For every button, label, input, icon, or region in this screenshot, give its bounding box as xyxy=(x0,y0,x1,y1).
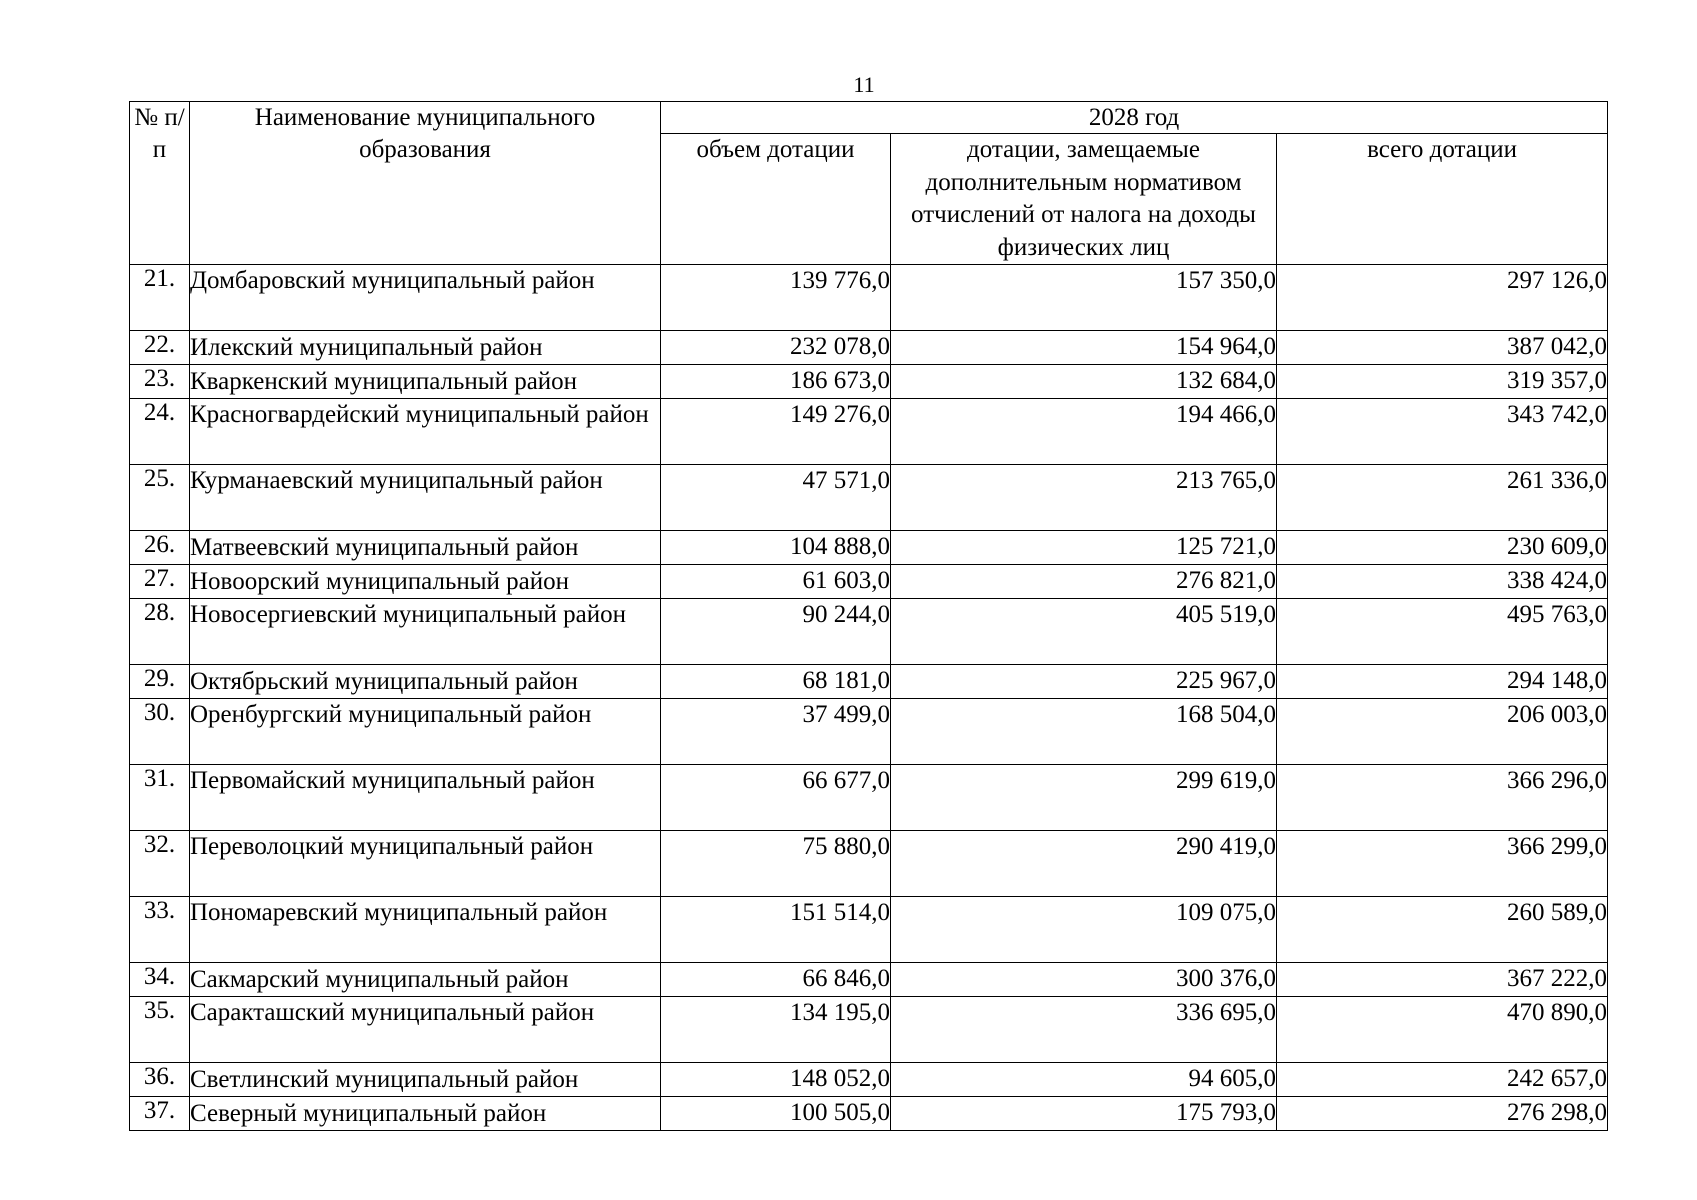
subsidy-table xyxy=(129,101,1608,1131)
ndfl-replacement: 157 350,0 xyxy=(891,265,1277,331)
municipality-name: Илекский муниципальный район xyxy=(190,331,661,365)
table-body xyxy=(130,265,1608,1131)
subsidy-volume: 66 846,0 xyxy=(661,963,891,997)
total-subsidy: 366 296,0 xyxy=(1277,765,1608,831)
header-num: № п/п xyxy=(130,102,190,265)
subsidy-volume: 47 571,0 xyxy=(661,465,891,531)
municipality-name: Оренбургский муниципальный район xyxy=(190,699,661,765)
municipality-name: Красногвардейский муниципальный район xyxy=(190,399,661,465)
ndfl-replacement: 132 684,0 xyxy=(891,365,1277,399)
table-row xyxy=(130,1063,1608,1097)
total-subsidy: 294 148,0 xyxy=(1277,665,1608,699)
table-row xyxy=(130,399,1608,465)
subsidy-volume: 104 888,0 xyxy=(661,531,891,565)
ndfl-replacement: 194 466,0 xyxy=(891,399,1277,465)
ndfl-replacement: 175 793,0 xyxy=(891,1097,1277,1131)
municipality-name: Переволоцкий муниципальный район xyxy=(190,831,661,897)
total-subsidy: 230 609,0 xyxy=(1277,531,1608,565)
municipality-name: Матвеевский муниципальный район xyxy=(190,531,661,565)
table-row xyxy=(130,765,1608,831)
row-number: 29. xyxy=(130,665,190,699)
subsidy-volume: 68 181,0 xyxy=(661,665,891,699)
subsidy-volume: 75 880,0 xyxy=(661,831,891,897)
total-subsidy: 338 424,0 xyxy=(1277,565,1608,599)
ndfl-replacement: 213 765,0 xyxy=(891,465,1277,531)
table-row xyxy=(130,1097,1608,1131)
header-col2: дотации, замещаемые дополнительным нормативом отчислений от налога на доходы физических лиц xyxy=(891,134,1277,265)
total-subsidy: 470 890,0 xyxy=(1277,997,1608,1063)
table-row xyxy=(130,699,1608,765)
row-number: 35. xyxy=(130,997,190,1063)
table-row xyxy=(130,997,1608,1063)
row-number: 21. xyxy=(130,265,190,331)
header-name: Наименование муниципального образования xyxy=(190,102,661,265)
total-subsidy: 319 357,0 xyxy=(1277,365,1608,399)
total-subsidy: 343 742,0 xyxy=(1277,399,1608,465)
municipality-name: Новосергиевский муниципальный район xyxy=(190,599,661,665)
row-number: 37. xyxy=(130,1097,190,1131)
table-row xyxy=(130,897,1608,963)
ndfl-replacement: 225 967,0 xyxy=(891,665,1277,699)
row-number: 22. xyxy=(130,331,190,365)
total-subsidy: 387 042,0 xyxy=(1277,331,1608,365)
subsidy-volume: 90 244,0 xyxy=(661,599,891,665)
total-subsidy: 297 126,0 xyxy=(1277,265,1608,331)
ndfl-replacement: 154 964,0 xyxy=(891,331,1277,365)
total-subsidy: 260 589,0 xyxy=(1277,897,1608,963)
total-subsidy: 206 003,0 xyxy=(1277,699,1608,765)
subsidy-volume: 232 078,0 xyxy=(661,331,891,365)
ndfl-replacement: 299 619,0 xyxy=(891,765,1277,831)
total-subsidy: 261 336,0 xyxy=(1277,465,1608,531)
municipality-name: Саракташский муниципальный район xyxy=(190,997,661,1063)
row-number: 30. xyxy=(130,699,190,765)
row-number: 33. xyxy=(130,897,190,963)
table-row xyxy=(130,963,1608,997)
ndfl-replacement: 405 519,0 xyxy=(891,599,1277,665)
table-row xyxy=(130,331,1608,365)
municipality-name: Пономаревский муниципальный район xyxy=(190,897,661,963)
table-row xyxy=(130,565,1608,599)
row-number: 23. xyxy=(130,365,190,399)
municipality-name: Курманаевский муниципальный район xyxy=(190,465,661,531)
page-number: 11 xyxy=(853,72,875,97)
header-col1: объем дотации xyxy=(661,134,891,265)
row-number: 32. xyxy=(130,831,190,897)
total-subsidy: 367 222,0 xyxy=(1277,963,1608,997)
municipality-name: Октябрьский муниципальный район xyxy=(190,665,661,699)
ndfl-replacement: 300 376,0 xyxy=(891,963,1277,997)
header-col3: всего дотации xyxy=(1277,134,1608,265)
subsidy-volume: 186 673,0 xyxy=(661,365,891,399)
table-row xyxy=(130,599,1608,665)
header-year: 2028 год xyxy=(661,102,1608,134)
row-number: 26. xyxy=(130,531,190,565)
table-row xyxy=(130,265,1608,331)
subsidy-volume: 148 052,0 xyxy=(661,1063,891,1097)
ndfl-replacement: 336 695,0 xyxy=(891,997,1277,1063)
subsidy-volume: 139 776,0 xyxy=(661,265,891,331)
table-row xyxy=(130,531,1608,565)
table-row xyxy=(130,465,1608,531)
row-number: 28. xyxy=(130,599,190,665)
subsidy-volume: 151 514,0 xyxy=(661,897,891,963)
row-number: 31. xyxy=(130,765,190,831)
municipality-name: Новоорский муниципальный район xyxy=(190,565,661,599)
ndfl-replacement: 109 075,0 xyxy=(891,897,1277,963)
row-number: 36. xyxy=(130,1063,190,1097)
subsidy-volume: 100 505,0 xyxy=(661,1097,891,1131)
total-subsidy: 366 299,0 xyxy=(1277,831,1608,897)
subsidy-volume: 149 276,0 xyxy=(661,399,891,465)
subsidy-volume: 61 603,0 xyxy=(661,565,891,599)
row-number: 24. xyxy=(130,399,190,465)
municipality-name: Кваркенский муниципальный район xyxy=(190,365,661,399)
header-row xyxy=(130,102,1608,134)
subsidy-volume: 37 499,0 xyxy=(661,699,891,765)
table-row xyxy=(130,665,1608,699)
row-number: 25. xyxy=(130,465,190,531)
table-row xyxy=(130,365,1608,399)
subsidy-volume: 134 195,0 xyxy=(661,997,891,1063)
total-subsidy: 495 763,0 xyxy=(1277,599,1608,665)
table-row xyxy=(130,831,1608,897)
municipality-name: Первомайский муниципальный район xyxy=(190,765,661,831)
total-subsidy: 242 657,0 xyxy=(1277,1063,1608,1097)
total-subsidy: 276 298,0 xyxy=(1277,1097,1608,1131)
ndfl-replacement: 125 721,0 xyxy=(891,531,1277,565)
municipality-name: Северный муниципальный район xyxy=(190,1097,661,1131)
municipality-name: Сакмарский муниципальный район xyxy=(190,963,661,997)
ndfl-replacement: 168 504,0 xyxy=(891,699,1277,765)
ndfl-replacement: 290 419,0 xyxy=(891,831,1277,897)
ndfl-replacement: 94 605,0 xyxy=(891,1063,1277,1097)
municipality-name: Светлинский муниципальный район xyxy=(190,1063,661,1097)
row-number: 27. xyxy=(130,565,190,599)
subsidy-volume: 66 677,0 xyxy=(661,765,891,831)
row-number: 34. xyxy=(130,963,190,997)
ndfl-replacement: 276 821,0 xyxy=(891,565,1277,599)
municipality-name: Домбаровский муниципальный район xyxy=(190,265,661,331)
